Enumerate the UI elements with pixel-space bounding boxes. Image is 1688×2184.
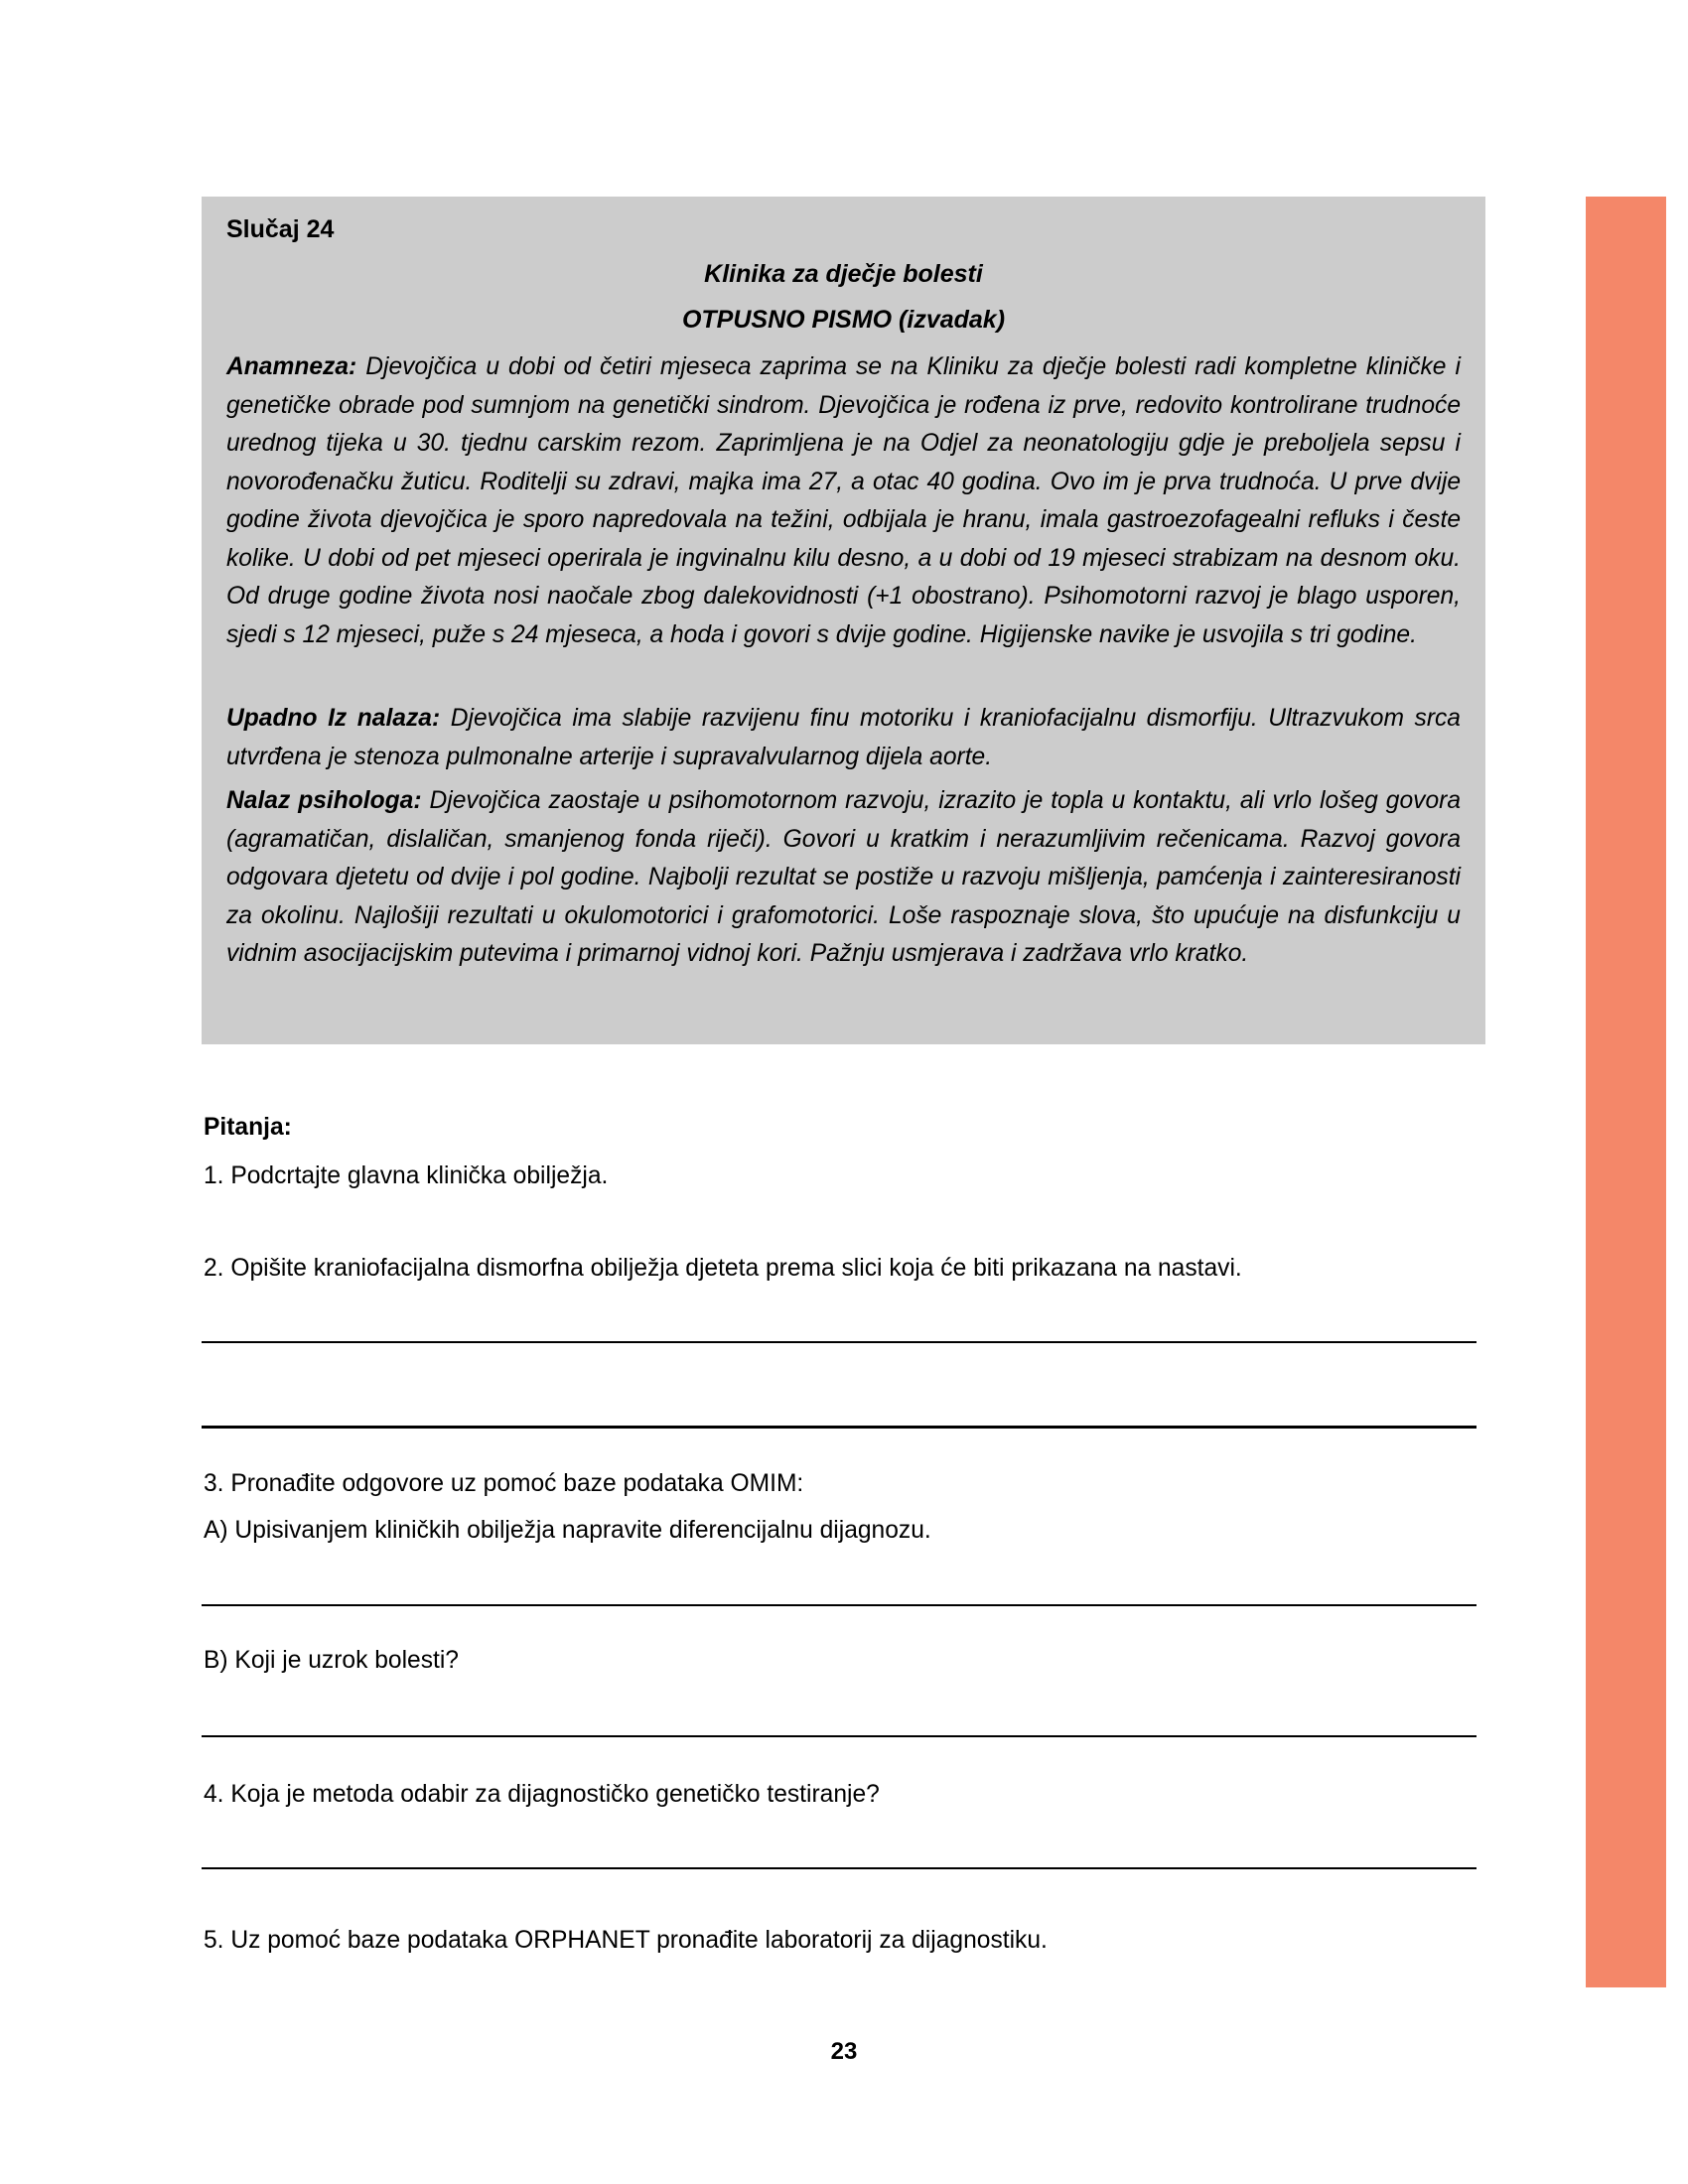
question-1: 1. Podcrtajte glavna klinička obilježja. bbox=[204, 1162, 609, 1189]
answer-line[interactable] bbox=[202, 1867, 1477, 1869]
psychologist-paragraph bbox=[226, 782, 1461, 974]
psychologist-label: Nalaz psihologa: bbox=[226, 787, 422, 814]
question-3a: A) Upisivanjem kliničkih obilježja napravite diferencijalnu dijagnozu. bbox=[204, 1517, 931, 1544]
answer-line[interactable] bbox=[202, 1341, 1477, 1343]
case-box bbox=[202, 197, 1485, 1044]
question-5: 5. Uz pomoć baze podataka ORPHANET pronađite laboratorij za dijagnostiku. bbox=[204, 1927, 1048, 1954]
answer-line[interactable] bbox=[202, 1735, 1477, 1737]
anamnesis-label: Anamneza: bbox=[226, 353, 357, 380]
case-label: Slučaj 24 bbox=[226, 215, 335, 243]
side-color-bar bbox=[1586, 197, 1666, 1987]
question-3b: B) Koji je uzrok bolesti? bbox=[204, 1647, 459, 1674]
questions-heading: Pitanja: bbox=[204, 1114, 292, 1141]
anamnesis-paragraph bbox=[226, 348, 1461, 654]
findings-paragraph bbox=[226, 700, 1461, 776]
question-2: 2. Opišite kraniofacijalna dismorfna obilježja djeteta prema slici koja će biti prikazana na nastavi. bbox=[204, 1255, 1242, 1282]
page-number: 23 bbox=[830, 2038, 858, 2065]
document-type: OTPUSNO PISMO (izvadak) bbox=[681, 306, 1006, 334]
answer-line[interactable] bbox=[202, 1426, 1477, 1429]
question-4: 4. Koja je metoda odabir za dijagnostičko genetičko testiranje? bbox=[204, 1781, 880, 1808]
question-3: 3. Pronađite odgovore uz pomoć baze podataka OMIM: bbox=[204, 1470, 804, 1497]
answer-line[interactable] bbox=[202, 1604, 1477, 1606]
findings-text: Djevojčica ima slabije razvijenu finu motoriku i kraniofacijalnu dismorfiju. Ultrazvukom srca utvrđena je stenoza pulmonalne arterije i supravalvularnog dijela aorte. bbox=[226, 705, 1461, 770]
psychologist-text: Djevojčica zaostaje u psihomotornom razvoju, izrazito je topla u kontaktu, ali vrlo lošeg govora (agramatičan, dislaličan, smanjenog fonda riječi). Govori u kratkim i nerazumljivim rečenicama. Razvoj govora odgovara djetetu od dvije i pol godine. Najbolji rezultat se postiže u razvoju mišljenja, pamćenja i zainteresiranosti za okolinu. Najlošiji rezultati u okulomotorici i grafomotorici. Loše raspoznaje slova, što upućuje na disfunkciju u vidnim asocijacijskim putevima i primarnoj vidnoj kori. Pažnju usmjerava i zadržava vrlo kratko. bbox=[226, 787, 1461, 967]
clinic-name: Klinika za dječje bolesti bbox=[704, 260, 983, 288]
findings-label: Upadno Iz nalaza: bbox=[226, 705, 441, 732]
anamnesis-text: Djevojčica u dobi od četiri mjeseca zaprima se na Kliniku za dječje bolesti radi kompletne kliničke i genetičke obrade pod sumnjom na genetički sindrom. Djevojčica je rođena iz prve, redovito kontrolirane trudnoće urednog tijeka u 30. tjednu carskim rezom. Zaprimljena je na Odjel za neonatologiju gdje je preboljela sepsu i novorođenačku žuticu. Roditelji su zdravi, majka ima 27, a otac 40 godina. Ovo im je prva trudnoća. U prve dvije godine života djevojčica je sporo napredovala na težini, odbijala je hranu, imala gastroezofagealni refluks i česte kolike. U dobi od pet mjeseci operirala je ingvinalnu kilu desno, a u dobi od 19 mjeseci strabizam na desnom oku. Od druge godine života nosi naočale zbog dalekovidnosti (+1 obostrano). Psihomotorni razvoj je blago usporen, sjedi s 12 mjeseci, puže s 24 mjeseca, a hoda i govori s dvije godine. Higijenske navike je usvojila s tri godine. bbox=[226, 353, 1461, 648]
